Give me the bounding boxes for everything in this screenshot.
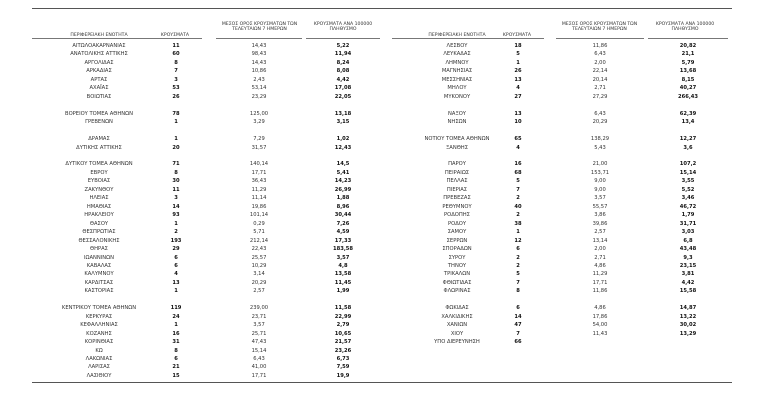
left-avg-cell: 11,14 [251, 195, 267, 202]
left-region-cell: ΛΑΚΩΝΙΑΣ [85, 356, 113, 363]
left-avg-cell: 23,29 [251, 93, 267, 100]
left-cases-cell: 8 [174, 169, 178, 176]
right-avg-cell: 2,00 [594, 246, 606, 253]
right-region-cell: ΧΑΝΙΩΝ [446, 322, 468, 329]
right-header-avg: ΜΕΣΟΣ ΟΡΟΣ ΚΡΟΥΣΜΑΤΩΝ ΤΩΝ ΤΕΛΕΥΤΑΙΩΝ 7 ΗΜΕΡΩΝ [561, 22, 638, 33]
left-rate-cell: 10,65 [334, 330, 352, 337]
right-cases-cell: 6 [516, 305, 520, 312]
left-avg-cell: 23,71 [251, 313, 267, 320]
left-header-cases: ΚΡΟΥΣΜΑΤΑ [160, 33, 190, 38]
right-rate-cell: 1,79 [681, 212, 695, 219]
right-avg-cell: 2,71 [594, 85, 606, 92]
left-region-cell: ΗΜΑΘΙΑΣ [86, 203, 112, 210]
right-region-cell: ΣΕΡΡΩΝ [446, 237, 468, 244]
right-avg-cell: 21,00 [592, 161, 608, 168]
right-avg-cell: 4,86 [594, 305, 606, 312]
left-avg-cell: 6,43 [253, 356, 265, 363]
right-avg-cell: 27,29 [592, 93, 608, 100]
right-avg-cell: 6,43 [594, 51, 606, 58]
left-rate-cell: 3,57 [336, 254, 350, 261]
left-rate-cell: 26,99 [334, 186, 352, 193]
left-rate-cell: 8,96 [336, 203, 350, 210]
right-region-cell: ΤΡΙΚΑΛΩΝ [443, 271, 471, 278]
left-cases-cell: 193 [170, 237, 182, 244]
left-cases-cell: 8 [174, 59, 178, 66]
right-region-cell: ΜΥΚΟΝΟΥ [443, 93, 471, 100]
right-rate-cell: 3,03 [681, 229, 695, 236]
right-header-cases: ΚΡΟΥΣΜΑΤΑ [502, 33, 532, 38]
right-region-cell: ΠΕΛΛΑΣ [446, 178, 468, 185]
left-region-cell: ΚΩ [95, 347, 103, 354]
right-rate-cell: 15,58 [679, 288, 697, 295]
left-rate-cell: 8,08 [336, 68, 350, 75]
right-cases-cell: 12 [514, 237, 522, 244]
left-avg-cell: 53,14 [251, 85, 267, 92]
right-region-cell: ΠΑΡΟΥ [448, 161, 466, 168]
right-region-cell: ΡΟΔΟΥ [447, 220, 466, 227]
right-rate-cell: 5,79 [681, 59, 695, 66]
left-cases-cell: 6 [174, 356, 178, 363]
right-region-cell: ΜΗΛΟΥ [447, 85, 467, 92]
left-rate-cell: 3,15 [336, 119, 350, 126]
right-rate-cell: 21,1 [681, 51, 695, 58]
left-avg-cell: 19,86 [251, 203, 267, 210]
left-rate-cell: 12,43 [334, 144, 352, 151]
left-avg-cell: 41,00 [251, 364, 267, 371]
right-avg-cell: 9,00 [594, 178, 606, 185]
left-region-cell: ΚΑΛΥΜΝΟΥ [84, 271, 114, 278]
left-header-per100k: ΚΡΟΥΣΜΑΤΑ ΑΝΑ 100000 ΠΛΗΘΥΣΜΟ [313, 22, 373, 33]
left-region-cell: ΑΧΑΪΑΣ [89, 85, 109, 92]
right-region-cell: ΡΟΔΟΠΗΣ [444, 212, 470, 219]
right-cases-cell: 2 [516, 212, 520, 219]
right-cases-cell: 2 [516, 254, 520, 261]
left-cases-cell: 53 [172, 85, 180, 92]
right-rate-cell: 13,22 [679, 313, 697, 320]
left-region-cell: ΑΝΑΤΟΛΙΚΗΣ ΑΤΤΙΚΗΣ [70, 51, 128, 58]
right-rate-cell: 14,87 [679, 305, 697, 312]
right-cases-cell: 47 [514, 322, 522, 329]
left-avg-cell: 239,00 [249, 305, 269, 312]
right-region-cell: ΝΑΞΟΥ [448, 110, 466, 117]
left-rate-cell: 21,57 [334, 339, 352, 346]
left-region-cell: ΗΛΕΙΑΣ [89, 195, 109, 202]
right-rate-cell: 13,29 [679, 330, 697, 337]
left-header-avg: ΜΕΣΟΣ ΟΡΟΣ ΚΡΟΥΣΜΑΤΩΝ ΤΩΝ ΤΕΛΕΥΤΑΙΩΝ 7 ΗΜΕΡΩΝ [221, 22, 298, 33]
left-rate-cell: 7,26 [336, 220, 350, 227]
right-region-cell: ΛΕΣΒΟΥ [446, 43, 468, 49]
left-region-cell: ΕΥΒΟΙΑΣ [87, 178, 111, 185]
right-avg-cell: 39,86 [592, 220, 608, 227]
left-avg-cell: 31,57 [251, 144, 267, 151]
left-region-cell: ΚΟΡΙΝΘΙΑΣ [84, 339, 114, 346]
left-region-cell: ΗΡΑΚΛΕΙΟΥ [84, 212, 114, 219]
right-cases-cell: 13 [514, 76, 522, 83]
right-rate-cell: 9,3 [683, 254, 693, 261]
right-avg-cell: 3,57 [594, 195, 606, 202]
left-avg-cell: 98,43 [251, 51, 267, 58]
left-region-cell: ΚΕΦΑΛΛΗΝΙΑΣ [80, 322, 118, 329]
left-cases-cell: 21 [172, 364, 180, 371]
right-cases-cell: 1 [516, 59, 520, 66]
right-avg-cell: 3,86 [594, 212, 606, 219]
left-rate-cell: 23,26 [334, 347, 352, 354]
right-region-cell: ΡΕΘΥΜΝΟΥ [442, 203, 472, 210]
left-region-cell: ΑΙΤΩΛΟΑΚΑΡΝΑΝΙΑΣ [72, 43, 126, 49]
right-rate-cell: 8,15 [681, 76, 695, 83]
left-avg-cell: 25,57 [251, 254, 267, 261]
right-avg-cell: 11,86 [592, 288, 608, 295]
left-avg-cell: 3,57 [253, 322, 265, 329]
right-cases-cell: 38 [514, 220, 522, 227]
right-avg-cell: 4,86 [594, 262, 606, 269]
right-avg-cell: 11,43 [592, 330, 608, 337]
left-rate-cell: 11,58 [334, 305, 352, 312]
left-avg-cell: 36,43 [251, 178, 267, 185]
right-region-cell: ΦΩΚΙΔΑΣ [445, 305, 469, 312]
right-avg-cell: 55,57 [592, 203, 608, 210]
left-avg-cell: 10,86 [251, 68, 267, 75]
left-region-cell: ΚΑΡΔΙΤΣΑΣ [84, 279, 114, 286]
left-rate-cell: 4,59 [336, 229, 350, 236]
right-cases-cell: 26 [514, 68, 522, 75]
right-avg-cell: 5,43 [594, 144, 606, 151]
bottom-rule [32, 382, 732, 383]
right-rate-cell: 3,6 [683, 144, 693, 151]
left-avg-cell: 17,71 [251, 372, 267, 379]
right-header-region: ΠΕΡΙΦΕΡΕΙΑΚΗ ΕΝΟΤΗΤΑ [428, 33, 486, 38]
right-cases-cell: 2 [516, 262, 520, 269]
right-cases-cell: 65 [514, 136, 522, 143]
right-cases-cell: 6 [516, 246, 520, 253]
right-rate-cell: 15,14 [679, 169, 697, 176]
left-cases-cell: 6 [174, 254, 178, 261]
right-rate-cell: 62,39 [679, 110, 697, 117]
left-cases-cell: 2 [174, 229, 178, 236]
right-region-cell: ΜΑΓΝΗΣΙΑΣ [441, 68, 473, 75]
left-region-cell: ΓΡΕΒΕΝΩΝ [85, 119, 113, 126]
right-rate-cell: 31,71 [679, 220, 697, 227]
left-region-cell: ΘΕΣΠΡΩΤΙΑΣ [82, 229, 116, 236]
right-cases-cell: 27 [514, 93, 522, 100]
left-cases-cell: 4 [174, 271, 178, 278]
left-region-cell: ΒΟΙΩΤΙΑΣ [86, 93, 112, 100]
right-rate-cell: 4,42 [681, 279, 695, 286]
right-avg-cell: 138,29 [590, 136, 610, 143]
right-rate-cell: 30,02 [679, 322, 697, 329]
right-region-cell: ΣΥΡΟΥ [448, 254, 466, 261]
right-region-cell: ΛΗΜΝΟΥ [445, 59, 469, 66]
left-region-cell: ΘΑΣΟΥ [89, 220, 109, 227]
right-region-cell: ΠΕΙΡΑΙΩΣ [444, 169, 470, 176]
left-cases-cell: 1 [174, 288, 178, 295]
left-avg-cell: 0,29 [253, 220, 265, 227]
right-rate-cell: 5,52 [681, 186, 695, 193]
right-rate-cell: 12,27 [679, 136, 697, 143]
left-cases-cell: 1 [174, 119, 178, 126]
left-cases-cell: 31 [172, 339, 180, 346]
left-avg-cell: 3,29 [253, 119, 265, 126]
left-avg-cell: 2,43 [253, 76, 265, 83]
right-avg-cell: 20,14 [592, 76, 608, 83]
right-region-cell: ΤΗΝΟΥ [447, 262, 467, 269]
right-region-cell: ΝΟΤΙΟΥ ΤΟΜΕΑ ΑΘΗΝΩΝ [424, 136, 490, 143]
left-cases-cell: 29 [172, 246, 180, 253]
left-cases-cell: 1 [174, 220, 178, 227]
left-avg-cell: 25,71 [251, 330, 267, 337]
left-rate-cell: 11,45 [334, 279, 352, 286]
left-cases-cell: 71 [172, 161, 180, 168]
left-region-cell: ΛΑΡΙΣΑΣ [88, 364, 110, 371]
left-cases-cell: 7 [174, 68, 178, 75]
left-region-cell: ΚΑΒΑΛΑΣ [86, 262, 112, 269]
left-region-cell: ΖΑΚΥΝΘΟΥ [84, 186, 114, 193]
right-region-cell: ΣΑΜΟΥ [447, 229, 467, 236]
left-avg-cell: 5,71 [253, 229, 265, 236]
right-avg-cell: 20,29 [592, 119, 608, 126]
right-avg-cell: 11,86 [592, 43, 608, 49]
left-region-cell: ΛΑΣΙΘΙΟΥ [86, 372, 112, 379]
right-rate-cell: 3,55 [681, 178, 695, 185]
left-avg-cell: 17,71 [251, 169, 267, 176]
left-rate-cell: 1,02 [336, 136, 350, 143]
right-cases-cell: 4 [516, 144, 520, 151]
left-avg-cell: 3,14 [253, 271, 265, 278]
right-region-cell: ΥΠΟ ΔΙΕΡΕΥΝΗΣΗ [434, 339, 480, 346]
right-avg-cell: 54,00 [592, 322, 608, 329]
right-avg-cell: 6,43 [594, 110, 606, 117]
left-avg-cell: 15,14 [251, 347, 267, 354]
right-rate-cell: 266,43 [677, 93, 699, 100]
left-cases-cell: 78 [172, 110, 180, 117]
right-cases-cell: 4 [516, 85, 520, 92]
left-avg-cell: 140,14 [249, 161, 269, 168]
left-rate-cell: 4,8 [338, 262, 348, 269]
left-rate-cell: 1,99 [336, 288, 350, 295]
left-rate-cell: 4,42 [336, 76, 350, 83]
right-rate-cell: 13,4 [681, 119, 695, 126]
left-region-cell: ΘΗΡΑΣ [90, 246, 108, 253]
right-cases-cell: 40 [514, 203, 522, 210]
left-region-cell: ΔΥΤΙΚΗΣ ΑΤΤΙΚΗΣ [76, 144, 122, 151]
left-region-cell: ΚΕΝΤΡΙΚΟΥ ΤΟΜΕΑ ΑΘΗΝΩΝ [61, 305, 137, 312]
left-cases-cell: 20 [172, 144, 180, 151]
top-rule [32, 8, 732, 9]
left-cases-cell: 11 [172, 186, 180, 193]
right-avg-cell: 2,71 [594, 254, 606, 261]
left-region-cell: ΘΕΣΣΑΛΟΝΙΚΗΣ [78, 237, 120, 244]
right-cases-cell: 7 [516, 330, 520, 337]
left-rate-cell: 183,58 [332, 246, 354, 253]
left-rate-cell: 6,73 [336, 356, 350, 363]
left-rate-cell: 22,99 [334, 313, 352, 320]
left-cases-cell: 15 [172, 372, 180, 379]
left-region-cell: ΕΒΡΟΥ [90, 169, 108, 176]
right-avg-cell: 2,00 [594, 59, 606, 66]
left-cases-cell: 60 [172, 51, 180, 58]
right-cases-cell: 1 [516, 229, 520, 236]
right-cases-cell: 66 [514, 339, 522, 346]
right-region-cell: ΣΠΟΡΑΔΩΝ [442, 246, 472, 253]
right-region-cell: ΠΡΕΒΕΖΑΣ [443, 195, 471, 202]
right-cases-cell: 16 [514, 161, 522, 168]
left-region-cell: ΙΩΑΝΝΙΝΩΝ [83, 254, 115, 261]
left-rate-cell: 14,23 [334, 178, 352, 185]
right-rate-cell: 3,46 [681, 195, 695, 202]
left-region-cell: ΑΡΚΑΔΙΑΣ [86, 68, 112, 75]
left-header-region: ΠΕΡΙΦΕΡΕΙΑΚΗ ΕΝΟΤΗΤΑ [70, 33, 128, 38]
right-avg-cell: 2,57 [594, 229, 606, 236]
left-cases-cell: 8 [174, 347, 178, 354]
right-avg-cell: 153,71 [590, 169, 610, 176]
left-avg-cell: 47,43 [251, 339, 267, 346]
right-rate-cell: 107,2 [679, 161, 697, 168]
right-cases-cell: 13 [514, 110, 522, 117]
left-region-cell: ΔΥΤΙΚΟΥ ΤΟΜΕΑ ΑΘΗΝΩΝ [65, 161, 133, 168]
right-region-cell: ΜΕΣΣΗΝΙΑΣ [441, 76, 473, 83]
right-region-cell: ΦΛΩΡΙΝΑΣ [443, 288, 471, 295]
right-cases-cell: 7 [516, 186, 520, 193]
left-avg-cell: 22,43 [251, 246, 267, 253]
left-cases-cell: 6 [174, 262, 178, 269]
left-cases-cell: 1 [174, 322, 178, 329]
right-cases-cell: 18 [514, 43, 522, 49]
left-region-cell: ΚΑΣΤΟΡΙΑΣ [84, 288, 114, 295]
left-region-cell: ΚΕΡΚΥΡΑΣ [85, 313, 113, 320]
left-rate-cell: 22,05 [334, 93, 352, 100]
left-cases-cell: 24 [172, 313, 180, 320]
right-rate-cell: 23,15 [679, 262, 697, 269]
right-cases-cell: 2 [516, 195, 520, 202]
left-avg-cell: 7,29 [253, 136, 265, 143]
left-cases-cell: 14 [172, 203, 180, 210]
right-avg-cell: 22,14 [592, 68, 608, 75]
left-rate-cell: 13,18 [334, 110, 352, 117]
right-cases-cell: 10 [514, 119, 522, 126]
left-region-cell: ΔΡΑΜΑΣ [88, 136, 110, 143]
left-region-cell: ΚΟΖΑΝΗΣ [86, 330, 112, 337]
right-region-cell: ΝΗΣΩΝ [447, 119, 467, 126]
left-rate-cell: 17,08 [334, 85, 352, 92]
right-cases-cell: 7 [516, 279, 520, 286]
right-rate-cell: 43,48 [679, 246, 697, 253]
right-cases-cell: 8 [516, 288, 520, 295]
right-rate-cell: 3,81 [681, 271, 695, 278]
left-cases-cell: 13 [172, 279, 180, 286]
right-rate-cell: 40,27 [679, 85, 697, 92]
right-header-per100k: ΚΡΟΥΣΜΑΤΑ ΑΝΑ 100000 ΠΛΗΘΥΣΜΟ [655, 22, 715, 33]
left-cases-cell: 16 [172, 330, 180, 337]
left-rate-cell: 8,24 [336, 59, 350, 66]
left-rate-cell: 11,94 [334, 51, 352, 58]
right-rate-cell: 20,82 [679, 43, 697, 49]
right-cases-cell: 68 [514, 169, 522, 176]
left-avg-cell: 125,00 [249, 110, 269, 117]
left-region-cell: ΑΡΤΑΣ [90, 76, 108, 83]
left-avg-cell: 212,14 [249, 237, 269, 244]
right-region-cell: ΧΙΟΥ [450, 330, 464, 337]
left-cases-cell: 119 [170, 305, 182, 312]
left-region-cell: ΒΟΡΕΙΟΥ ΤΟΜΕΑ ΑΘΗΝΩΝ [65, 110, 133, 117]
right-cases-cell: 5 [516, 178, 520, 185]
left-cases-cell: 3 [174, 76, 178, 83]
left-cases-cell: 1 [174, 136, 178, 143]
left-avg-cell: 14,43 [251, 43, 267, 49]
left-rate-cell: 1,88 [336, 195, 350, 202]
right-rate-cell: 13,68 [679, 68, 697, 75]
right-avg-cell: 17,71 [592, 279, 608, 286]
left-rate-cell: 5,22 [336, 43, 350, 49]
right-avg-cell: 11,29 [592, 271, 608, 278]
left-avg-cell: 10,29 [251, 262, 267, 269]
left-rate-cell: 13,58 [334, 271, 352, 278]
right-cases-cell: 5 [516, 51, 520, 58]
right-region-cell: ΦΘΙΩΤΙΔΑΣ [442, 279, 472, 286]
right-avg-cell: 17,86 [592, 313, 608, 320]
left-cases-cell: 11 [172, 43, 180, 49]
left-rate-cell: 7,59 [336, 364, 350, 371]
left-cases-cell: 93 [172, 212, 180, 219]
right-region-cell: ΛΕΥΚΑΔΑΣ [443, 51, 471, 58]
right-cases-cell: 14 [514, 313, 522, 320]
right-region-cell: ΠΙΕΡΙΑΣ [446, 186, 468, 193]
right-cases-cell: 5 [516, 271, 520, 278]
left-rate-cell: 30,44 [334, 212, 352, 219]
right-region-cell: ΧΑΛΚΙΔΙΚΗΣ [441, 313, 473, 320]
left-cases-cell: 30 [172, 178, 180, 185]
right-region-cell: ΞΑΝΘΗΣ [446, 144, 468, 151]
left-rate-cell: 14,5 [336, 161, 350, 168]
right-avg-cell: 9,00 [594, 186, 606, 193]
left-rate-cell: 19,9 [336, 372, 350, 379]
left-rate-cell: 2,79 [336, 322, 350, 329]
right-rate-cell: 46,72 [679, 203, 697, 210]
right-rate-cell: 6,8 [683, 237, 693, 244]
left-cases-cell: 3 [174, 195, 178, 202]
left-avg-cell: 14,43 [251, 59, 267, 66]
left-avg-cell: 11,29 [251, 186, 267, 193]
left-avg-cell: 2,57 [253, 288, 265, 295]
left-avg-cell: 101,14 [249, 212, 269, 219]
left-rate-cell: 5,41 [336, 169, 350, 176]
right-avg-cell: 13,14 [592, 237, 608, 244]
left-region-cell: ΑΡΓΟΛΙΔΑΣ [84, 59, 114, 66]
left-rate-cell: 17,33 [334, 237, 352, 244]
left-avg-cell: 20,29 [251, 279, 267, 286]
left-cases-cell: 26 [172, 93, 180, 100]
